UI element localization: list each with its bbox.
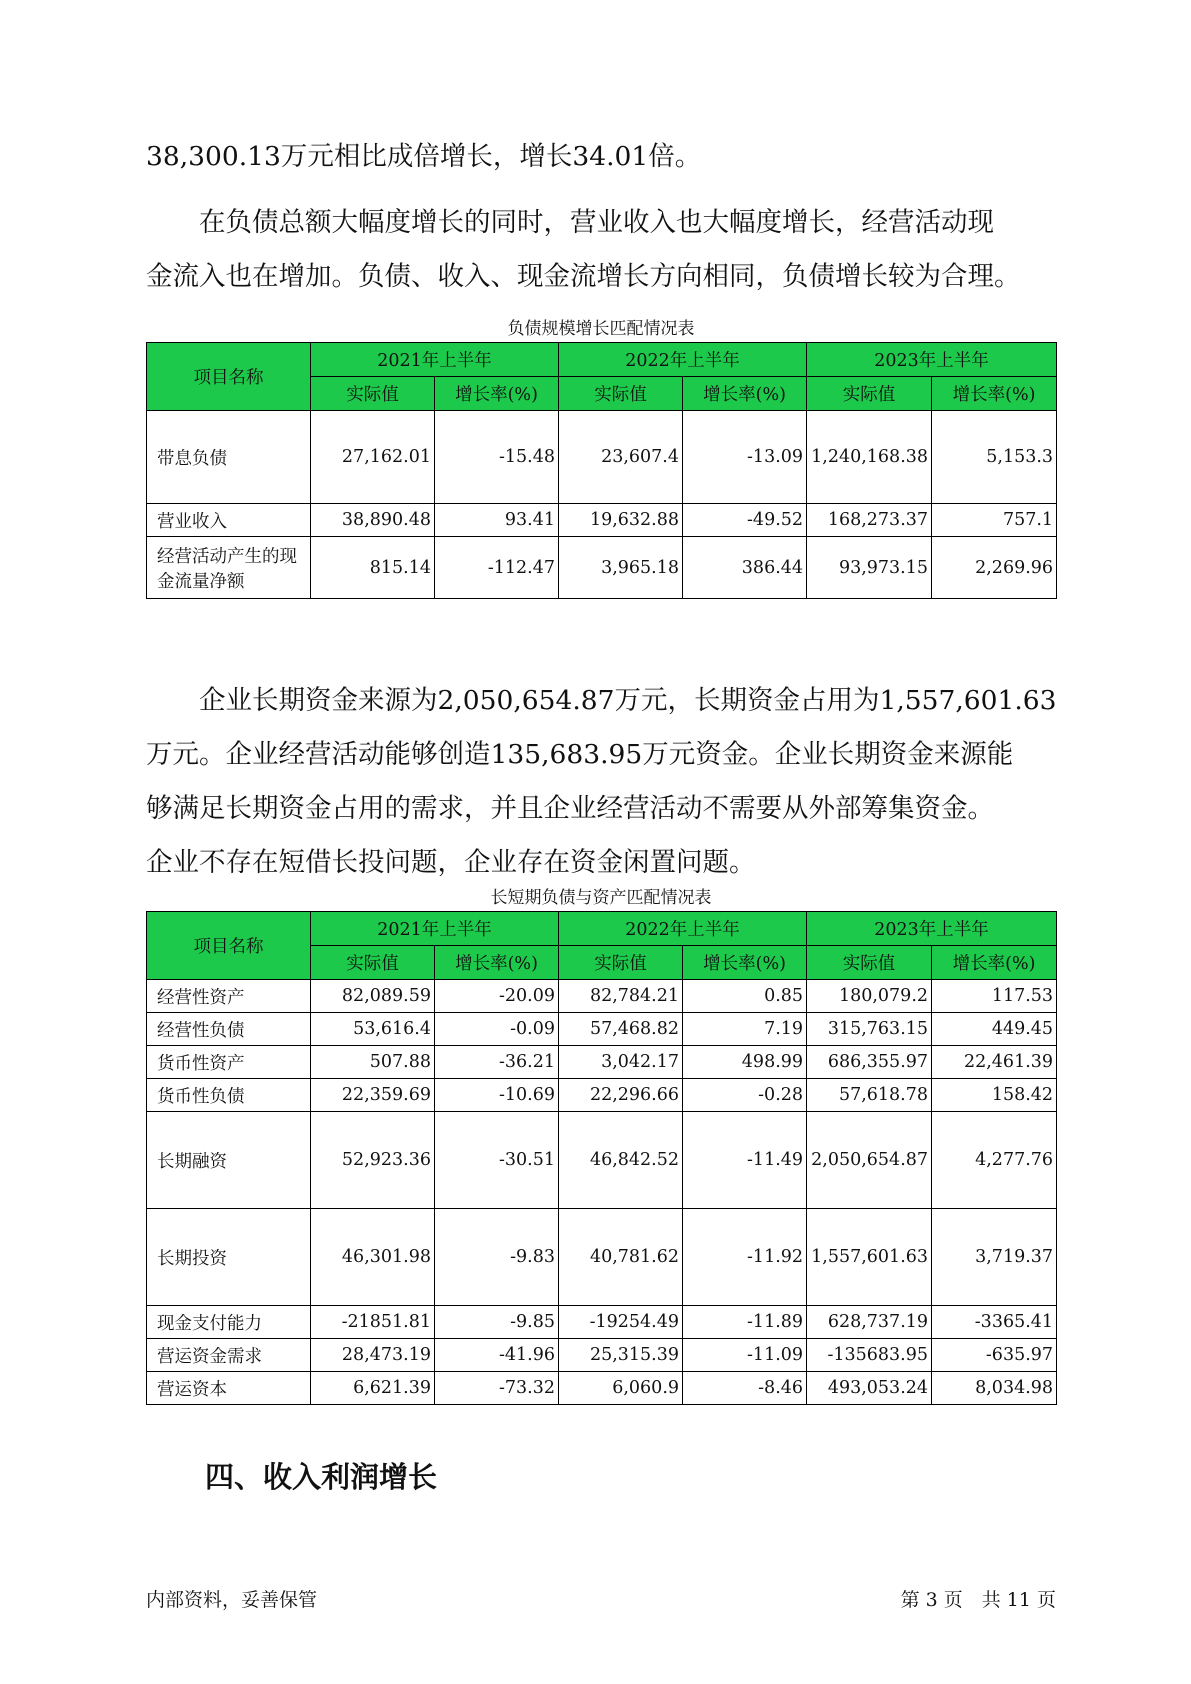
cell-value: 1,240,168.38: [807, 411, 932, 504]
table2-subheader-rate: 增长率(%): [435, 946, 559, 980]
cell-value: 82,089.59: [311, 980, 435, 1013]
table1-subheader-value: 实际值: [559, 377, 683, 411]
cell-value: 507.88: [311, 1046, 435, 1079]
table1-subheader-rate: 增长率(%): [932, 377, 1057, 411]
cell-value: 57,468.82: [559, 1013, 683, 1046]
liability-growth-table: [146, 342, 1057, 599]
cell-rate: -10.69: [435, 1079, 559, 1112]
cell-value: 815.14: [311, 537, 435, 599]
table2-subheader-rate: 增长率(%): [932, 946, 1057, 980]
cell-rate: -13.09: [683, 411, 807, 504]
table-row: [147, 1306, 1057, 1339]
cell-rate: -11.89: [683, 1306, 807, 1339]
table2-subheader-value: 实际值: [559, 946, 683, 980]
row-name: 货币性负债: [147, 1079, 311, 1112]
row-name: 货币性资产: [147, 1046, 311, 1079]
cell-rate: -20.09: [435, 980, 559, 1013]
paragraph-continuation: 38,300.13万元相比成倍增长，增长34.01倍。: [146, 141, 702, 172]
table1-header-year: 2021年上半年: [311, 343, 559, 377]
table-row: [147, 1209, 1057, 1306]
cell-value: 22,296.66: [559, 1079, 683, 1112]
cell-value: 168,273.37: [807, 504, 932, 537]
cell-rate: 386.44: [683, 537, 807, 599]
cell-value: 52,923.36: [311, 1112, 435, 1209]
table1-subheader-value: 实际值: [311, 377, 435, 411]
cell-rate: -0.28: [683, 1079, 807, 1112]
cell-rate: -11.49: [683, 1112, 807, 1209]
cell-value: 6,060.9: [559, 1372, 683, 1405]
row-name: 经营活动产生的现金流量净额: [147, 537, 311, 599]
cell-rate: 158.42: [932, 1079, 1057, 1112]
table2-header-year: 2023年上半年: [807, 912, 1057, 946]
table1-header-year: 2022年上半年: [559, 343, 807, 377]
cell-value: 6,621.39: [311, 1372, 435, 1405]
table2-subheader-value: 实际值: [311, 946, 435, 980]
paragraph-long-term-funds: 企业长期资金来源为2,050,654.87万元，长期资金占用为1,557,601.63 万元。企业经营活动能够创造135,683.95万元资金。企业长期资金来源能 够满足长期资金占用的需求，并且企业经营活动不需要从外部筹集资金。 企业不存在短借长投问题，企业存在资金闲置问题。: [146, 685, 1057, 878]
cell-rate: 5,153.3: [932, 411, 1057, 504]
table1-header-year: 2023年上半年: [807, 343, 1057, 377]
cell-value: 3,042.17: [559, 1046, 683, 1079]
cell-rate: 449.45: [932, 1013, 1057, 1046]
table2-subheader-rate: 增长率(%): [683, 946, 807, 980]
table1-subheader-rate: 增长率(%): [435, 377, 559, 411]
table2-caption: 长短期负债与资产匹配情况表: [490, 888, 712, 908]
cell-rate: -635.97: [932, 1339, 1057, 1372]
cell-value: 628,737.19: [807, 1306, 932, 1339]
cell-rate: 498.99: [683, 1046, 807, 1079]
table-row: [147, 980, 1057, 1013]
cell-value: 93,973.15: [807, 537, 932, 599]
cell-value: 28,473.19: [311, 1339, 435, 1372]
cell-rate: 2,269.96: [932, 537, 1057, 599]
cell-value: -21851.81: [311, 1306, 435, 1339]
table-row: [147, 411, 1057, 504]
table1-caption: 负债规模增长匹配情况表: [507, 319, 695, 339]
cell-value: 1,557,601.63: [807, 1209, 932, 1306]
row-name: 营运资金需求: [147, 1339, 311, 1372]
cell-value: -135683.95: [807, 1339, 932, 1372]
cell-rate: -11.09: [683, 1339, 807, 1372]
cell-value: 23,607.4: [559, 411, 683, 504]
cell-rate: 117.53: [932, 980, 1057, 1013]
cell-value: 40,781.62: [559, 1209, 683, 1306]
cell-rate: -15.48: [435, 411, 559, 504]
table1-subheader-value: 实际值: [807, 377, 932, 411]
cell-value: 82,784.21: [559, 980, 683, 1013]
cell-value: 19,632.88: [559, 504, 683, 537]
table-row: [147, 1339, 1057, 1372]
cell-value: 53,616.4: [311, 1013, 435, 1046]
cell-value: 22,359.69: [311, 1079, 435, 1112]
section-heading: 四、收入利润增长: [205, 1460, 438, 1494]
cell-value: 2,050,654.87: [807, 1112, 932, 1209]
cell-rate: 0.85: [683, 980, 807, 1013]
cell-value: 25,315.39: [559, 1339, 683, 1372]
cell-rate: -73.32: [435, 1372, 559, 1405]
cell-value: 57,618.78: [807, 1079, 932, 1112]
cell-rate: -8.46: [683, 1372, 807, 1405]
table2-header-year: 2021年上半年: [311, 912, 559, 946]
liability-asset-match-table: [146, 911, 1057, 1405]
table-row: [147, 1013, 1057, 1046]
cell-value: 38,890.48: [311, 504, 435, 537]
cell-value: 493,053.24: [807, 1372, 932, 1405]
cell-value: 46,301.98: [311, 1209, 435, 1306]
cell-value: 315,763.15: [807, 1013, 932, 1046]
cell-rate: -9.83: [435, 1209, 559, 1306]
cell-value: 46,842.52: [559, 1112, 683, 1209]
table1-header-name: 项目名称: [147, 343, 311, 411]
table-row: [147, 537, 1057, 599]
cell-value: 686,355.97: [807, 1046, 932, 1079]
footer-left: 内部资料，妥善保管: [146, 1589, 318, 1611]
cell-rate: -3365.41: [932, 1306, 1057, 1339]
cell-rate: -36.21: [435, 1046, 559, 1079]
row-name: 现金支付能力: [147, 1306, 311, 1339]
row-name: 经营性资产: [147, 980, 311, 1013]
cell-rate: -112.47: [435, 537, 559, 599]
row-name: 营运资本: [147, 1372, 311, 1405]
cell-rate: 8,034.98: [932, 1372, 1057, 1405]
table-row: [147, 504, 1057, 537]
cell-value: -19254.49: [559, 1306, 683, 1339]
table-row: [147, 1112, 1057, 1209]
row-name: 经营性负债: [147, 1013, 311, 1046]
table2-subheader-value: 实际值: [807, 946, 932, 980]
table2-header-name: 项目名称: [147, 912, 311, 980]
footer-page-number: 第 3 页 共 11 页: [900, 1589, 1056, 1611]
cell-rate: -11.92: [683, 1209, 807, 1306]
cell-rate: 93.41: [435, 504, 559, 537]
table1-subheader-rate: 增长率(%): [683, 377, 807, 411]
paragraph-liability-growth: 在负债总额大幅度增长的同时，营业收入也大幅度增长，经营活动现 金流入也在增加。负债、收入、现金流增长方向相同，负债增长较为合理。: [146, 207, 1021, 292]
cell-rate: -0.09: [435, 1013, 559, 1046]
cell-value: 3,965.18: [559, 537, 683, 599]
cell-rate: 7.19: [683, 1013, 807, 1046]
table-row: [147, 1372, 1057, 1405]
cell-value: 180,079.2: [807, 980, 932, 1013]
row-name: 长期融资: [147, 1112, 311, 1209]
cell-value: 27,162.01: [311, 411, 435, 504]
table-row: [147, 1046, 1057, 1079]
row-name: 营业收入: [147, 504, 311, 537]
cell-rate: 4,277.76: [932, 1112, 1057, 1209]
cell-rate: 757.1: [932, 504, 1057, 537]
cell-rate: 3,719.37: [932, 1209, 1057, 1306]
cell-rate: 22,461.39: [932, 1046, 1057, 1079]
cell-rate: -41.96: [435, 1339, 559, 1372]
row-name: 带息负债: [147, 411, 311, 504]
cell-rate: -9.85: [435, 1306, 559, 1339]
row-name: 长期投资: [147, 1209, 311, 1306]
cell-rate: -30.51: [435, 1112, 559, 1209]
table2-header-year: 2022年上半年: [559, 912, 807, 946]
table-row: [147, 1079, 1057, 1112]
cell-rate: -49.52: [683, 504, 807, 537]
